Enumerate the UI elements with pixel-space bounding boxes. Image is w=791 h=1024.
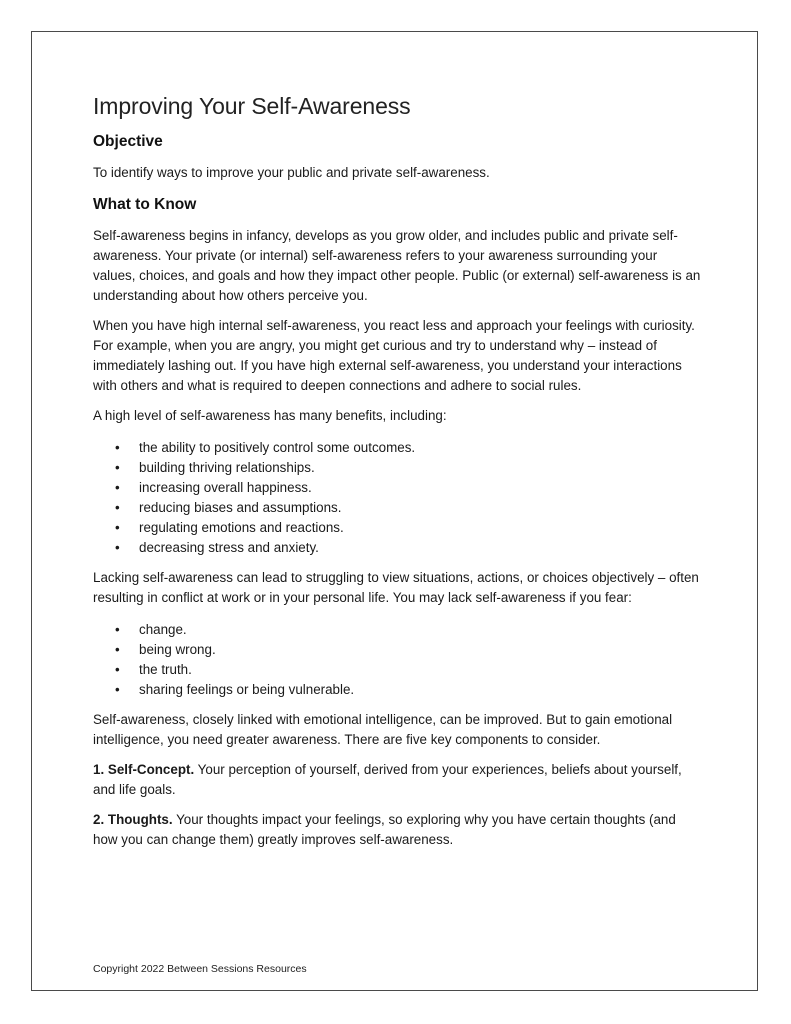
bullet-icon: •: [115, 662, 120, 677]
list-item: • the truth.: [93, 660, 703, 680]
bullet-icon: •: [115, 480, 120, 495]
list-item: • sharing feelings or being vulnerable.: [93, 680, 703, 700]
bullet-icon: •: [115, 642, 120, 657]
paragraph-lacking: Lacking self-awareness can lead to struggling to view situations, actions, or choices objectively – often resulting in conflict at work or in your personal life. You may lack self-awareness if you fear:: [93, 570, 699, 605]
bullet-icon: •: [115, 622, 120, 637]
copyright-footer: Copyright 2022 Between Sessions Resources: [93, 963, 307, 975]
bullet-icon: •: [115, 440, 120, 455]
list-item: • building thriving relationships.: [93, 458, 703, 478]
bullet-icon: •: [115, 682, 120, 697]
list-item: • reducing biases and assumptions.: [93, 498, 703, 518]
component-label: 2. Thoughts.: [93, 812, 173, 827]
paragraph-internal-external: When you have high internal self-awareness, you react less and approach your feelings with curiosity. For example, when you are angry, you might get curious and try to understand why – instead of immediately lashing out. If you have high external self-awareness, you understand your interactions with others and what is required to deepen connections and adhere to social rules.: [93, 318, 695, 393]
paragraph-benefits-intro: A high level of self-awareness has many benefits, including:: [93, 408, 447, 423]
what-to-know-heading: What to Know: [93, 196, 197, 213]
bullet-icon: •: [115, 540, 120, 555]
list-item: • regulating emotions and reactions.: [93, 518, 703, 538]
document-body: [93, 92, 703, 860]
component-label: 1. Self-Concept.: [93, 762, 195, 777]
paragraph-intro: Self-awareness begins in infancy, develops as you grow older, and includes public and private self-awareness. Your private (or internal) self-awareness refers to your awareness surrounding your values, choices, and goals and how they impact other people. Public (or external) self-awareness is an understanding about how others perceive you.: [93, 228, 701, 303]
component-text: Your perception of yourself, derived from your experiences, beliefs about yourself, and life goals.: [93, 762, 682, 797]
paragraph-emotional-intelligence: Self-awareness, closely linked with emotional intelligence, can be improved. But to gain emotional intelligence, you need greater awareness. There are five key components to consider.: [93, 712, 673, 747]
objective-heading: Objective: [93, 133, 163, 150]
list-item: • the ability to positively control some outcomes.: [93, 438, 703, 458]
bullet-icon: •: [115, 460, 120, 475]
bullet-icon: •: [115, 500, 120, 515]
benefits-list: [93, 438, 703, 558]
objective-text: To identify ways to improve your public and private self-awareness.: [93, 165, 490, 180]
fears-list: [93, 620, 703, 700]
page-title: Improving Your Self-Awareness: [93, 93, 411, 119]
component-text: Your thoughts impact your feelings, so exploring why you have certain thoughts (and how you can change them) greatly improves self-awareness.: [93, 812, 676, 847]
list-item: • increasing overall happiness.: [93, 478, 703, 498]
list-item: • change.: [93, 620, 703, 640]
list-item: • being wrong.: [93, 640, 703, 660]
component-thoughts: [93, 810, 703, 850]
bullet-icon: •: [115, 520, 120, 535]
component-self-concept: [93, 760, 703, 800]
list-item: • decreasing stress and anxiety.: [93, 538, 703, 558]
